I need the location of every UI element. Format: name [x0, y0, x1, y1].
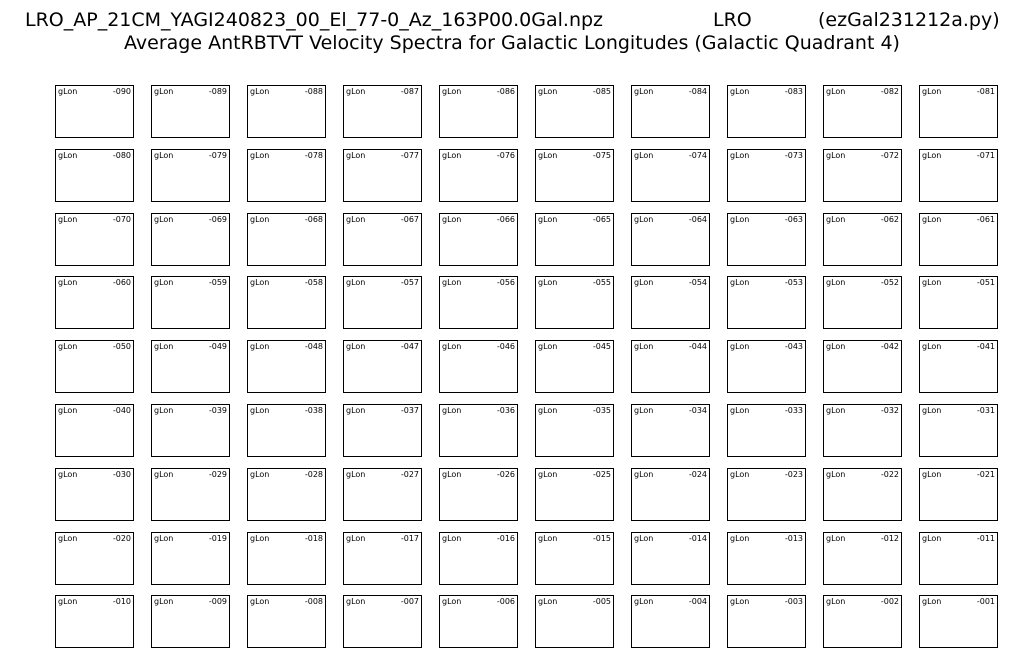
panel-longitude: -036: [496, 406, 515, 415]
spectrum-panel: [343, 213, 422, 266]
spectrum-panel: [919, 340, 998, 393]
panel-longitude: -085: [592, 87, 611, 96]
panel-label: gLon: [730, 534, 750, 543]
panel-label: gLon: [826, 534, 846, 543]
panel-longitude: -015: [592, 534, 611, 543]
panel-label: gLon: [634, 470, 654, 479]
panel-longitude: -063: [784, 215, 803, 224]
panel-label: gLon: [442, 597, 462, 606]
panel-label: gLon: [634, 342, 654, 351]
panel-longitude: -043: [784, 342, 803, 351]
panel-longitude: -005: [592, 597, 611, 606]
panel-label: gLon: [634, 87, 654, 96]
spectrum-panel: [151, 340, 230, 393]
spectrum-panel: [631, 276, 710, 329]
panel-longitude: -082: [880, 87, 899, 96]
panel-longitude: -031: [976, 406, 995, 415]
panel-label: gLon: [538, 151, 558, 160]
spectrum-panel: [919, 213, 998, 266]
panel-label: gLon: [826, 406, 846, 415]
panel-label: gLon: [922, 278, 942, 287]
panel-label: gLon: [538, 215, 558, 224]
panel-longitude: -014: [688, 534, 707, 543]
panel-label: gLon: [58, 406, 78, 415]
panel-label: gLon: [442, 342, 462, 351]
spectrum-panel: [247, 468, 326, 521]
panel-longitude: -049: [208, 342, 227, 351]
panel-label: gLon: [826, 278, 846, 287]
panel-longitude: -060: [112, 278, 131, 287]
panel-longitude: -086: [496, 87, 515, 96]
program-title: (ezGal231212a.py): [818, 9, 1000, 31]
panel-longitude: -016: [496, 534, 515, 543]
spectrum-panel: [727, 532, 806, 585]
panel-longitude: -033: [784, 406, 803, 415]
spectrum-panel: [151, 85, 230, 138]
spectrum-panel: [55, 149, 134, 202]
panel-label: gLon: [250, 151, 270, 160]
spectrum-panel: [55, 213, 134, 266]
spectrum-panel: [919, 276, 998, 329]
panel-label: gLon: [538, 406, 558, 415]
panel-longitude: -042: [880, 342, 899, 351]
spectrum-panel: [439, 468, 518, 521]
panel-longitude: -041: [976, 342, 995, 351]
panel-longitude: -017: [400, 534, 419, 543]
panel-label: gLon: [826, 597, 846, 606]
spectrum-panel: [535, 149, 614, 202]
panel-label: gLon: [826, 215, 846, 224]
panel-label: gLon: [346, 151, 366, 160]
panel-longitude: -019: [208, 534, 227, 543]
spectrum-panel: [55, 276, 134, 329]
panel-label: gLon: [58, 534, 78, 543]
panel-longitude: -054: [688, 278, 707, 287]
panel-label: gLon: [154, 278, 174, 287]
panel-longitude: -079: [208, 151, 227, 160]
panel-longitude: -040: [112, 406, 131, 415]
spectrum-panel: [247, 276, 326, 329]
panel-longitude: -008: [304, 597, 323, 606]
spectrum-panel: [727, 149, 806, 202]
spectrum-panel: [919, 149, 998, 202]
spectrum-panel: [535, 340, 614, 393]
panel-longitude: -088: [304, 87, 323, 96]
panel-longitude: -047: [400, 342, 419, 351]
panel-label: gLon: [538, 278, 558, 287]
spectrum-panel: [247, 213, 326, 266]
panel-longitude: -072: [880, 151, 899, 160]
panel-longitude: -010: [112, 597, 131, 606]
panel-longitude: -068: [304, 215, 323, 224]
panel-label: gLon: [922, 87, 942, 96]
spectrum-panel: [247, 340, 326, 393]
panel-label: gLon: [442, 534, 462, 543]
panel-label: gLon: [538, 470, 558, 479]
spectrum-panel: [727, 340, 806, 393]
panel-longitude: -032: [880, 406, 899, 415]
spectrum-panel: [439, 276, 518, 329]
panel-label: gLon: [730, 406, 750, 415]
panel-label: gLon: [442, 151, 462, 160]
spectrum-panel: [439, 404, 518, 457]
spectrum-panel: [55, 532, 134, 585]
spectrum-panel: [439, 340, 518, 393]
spectrum-panel: [919, 595, 998, 648]
panel-label: gLon: [346, 87, 366, 96]
panel-label: gLon: [538, 87, 558, 96]
panel-longitude: -022: [880, 470, 899, 479]
panel-label: gLon: [538, 342, 558, 351]
panel-longitude: -057: [400, 278, 419, 287]
spectrum-panel: [919, 85, 998, 138]
panel-longitude: -025: [592, 470, 611, 479]
spectrum-panel: [631, 340, 710, 393]
spectrum-panel: [823, 404, 902, 457]
panel-label: gLon: [154, 87, 174, 96]
panel-label: gLon: [154, 151, 174, 160]
panel-label: gLon: [58, 342, 78, 351]
panel-longitude: -064: [688, 215, 707, 224]
panel-longitude: -084: [688, 87, 707, 96]
panel-label: gLon: [730, 470, 750, 479]
chart-subtitle: Average AntRBTVT Velocity Spectra for Galactic Longitudes (Galactic Quadrant 4): [124, 32, 900, 54]
panel-longitude: -018: [304, 534, 323, 543]
spectrum-panel: [727, 468, 806, 521]
spectrum-panel: [439, 532, 518, 585]
panel-label: gLon: [346, 597, 366, 606]
panel-label: gLon: [250, 597, 270, 606]
panel-label: gLon: [634, 597, 654, 606]
spectrum-panel: [631, 468, 710, 521]
panel-label: gLon: [634, 406, 654, 415]
panel-label: gLon: [346, 278, 366, 287]
panel-longitude: -065: [592, 215, 611, 224]
panel-label: gLon: [922, 534, 942, 543]
panel-longitude: -058: [304, 278, 323, 287]
panel-label: gLon: [250, 278, 270, 287]
panel-label: gLon: [634, 215, 654, 224]
spectrum-panel: [727, 213, 806, 266]
panel-label: gLon: [922, 151, 942, 160]
panel-longitude: -076: [496, 151, 515, 160]
panel-label: gLon: [58, 597, 78, 606]
panel-label: gLon: [730, 597, 750, 606]
panel-label: gLon: [922, 597, 942, 606]
panel-longitude: -090: [112, 87, 131, 96]
spectrum-panel: [151, 595, 230, 648]
spectrum-panel: [727, 85, 806, 138]
panel-longitude: -067: [400, 215, 419, 224]
panel-longitude: -046: [496, 342, 515, 351]
panel-label: gLon: [154, 470, 174, 479]
panel-longitude: -044: [688, 342, 707, 351]
panel-longitude: -045: [592, 342, 611, 351]
panel-longitude: -078: [304, 151, 323, 160]
panel-longitude: -039: [208, 406, 227, 415]
panel-longitude: -007: [400, 597, 419, 606]
spectrum-panel: [247, 404, 326, 457]
panel-longitude: -038: [304, 406, 323, 415]
panel-longitude: -080: [112, 151, 131, 160]
panel-label: gLon: [442, 278, 462, 287]
panel-label: gLon: [922, 406, 942, 415]
panel-longitude: -004: [688, 597, 707, 606]
spectrum-panel: [55, 404, 134, 457]
spectrum-panel: [535, 276, 614, 329]
panel-longitude: -037: [400, 406, 419, 415]
panel-longitude: -089: [208, 87, 227, 96]
spectrum-panel: [727, 404, 806, 457]
panel-longitude: -083: [784, 87, 803, 96]
panel-label: gLon: [826, 151, 846, 160]
panel-label: gLon: [730, 342, 750, 351]
panel-label: gLon: [346, 470, 366, 479]
spectrum-panel: [823, 468, 902, 521]
spectrum-panel: [151, 532, 230, 585]
panel-longitude: -075: [592, 151, 611, 160]
spectrum-panel: [535, 595, 614, 648]
panel-label: gLon: [730, 278, 750, 287]
spectrum-panel: [343, 532, 422, 585]
panel-label: gLon: [922, 215, 942, 224]
spectrum-panel: [919, 468, 998, 521]
spectrum-panel: [823, 213, 902, 266]
panel-label: gLon: [250, 215, 270, 224]
spectrum-panel: [151, 213, 230, 266]
station-title: LRO: [713, 9, 752, 31]
spectrum-panel: [247, 595, 326, 648]
panel-longitude: -070: [112, 215, 131, 224]
panel-longitude: -055: [592, 278, 611, 287]
panel-longitude: -028: [304, 470, 323, 479]
spectrum-panel: [247, 532, 326, 585]
panel-longitude: -035: [592, 406, 611, 415]
panel-longitude: -051: [976, 278, 995, 287]
spectrum-panel: [343, 340, 422, 393]
spectrum-panel: [535, 213, 614, 266]
panel-longitude: -002: [880, 597, 899, 606]
panel-label: gLon: [634, 278, 654, 287]
panel-label: gLon: [442, 215, 462, 224]
panel-label: gLon: [826, 470, 846, 479]
spectrum-panel: [919, 532, 998, 585]
panel-label: gLon: [922, 470, 942, 479]
spectrum-panel: [151, 276, 230, 329]
panel-label: gLon: [730, 215, 750, 224]
panel-longitude: -074: [688, 151, 707, 160]
panel-longitude: -027: [400, 470, 419, 479]
spectrum-panel: [631, 532, 710, 585]
panel-longitude: -024: [688, 470, 707, 479]
panel-label: gLon: [826, 87, 846, 96]
panel-label: gLon: [442, 470, 462, 479]
spectrum-panel: [55, 340, 134, 393]
spectrum-panel: [823, 149, 902, 202]
panel-label: gLon: [730, 87, 750, 96]
spectrum-panel: [631, 85, 710, 138]
panel-label: gLon: [442, 406, 462, 415]
panel-label: gLon: [154, 215, 174, 224]
panel-longitude: -061: [976, 215, 995, 224]
spectrum-panel: [535, 468, 614, 521]
panel-longitude: -052: [880, 278, 899, 287]
panel-label: gLon: [346, 534, 366, 543]
panel-longitude: -012: [880, 534, 899, 543]
spectrum-panel: [439, 149, 518, 202]
panel-longitude: -071: [976, 151, 995, 160]
panel-label: gLon: [154, 534, 174, 543]
panel-longitude: -053: [784, 278, 803, 287]
panel-label: gLon: [634, 534, 654, 543]
panel-label: gLon: [58, 215, 78, 224]
spectrum-panel: [343, 595, 422, 648]
panel-longitude: -048: [304, 342, 323, 351]
spectrum-panel: [631, 213, 710, 266]
panel-longitude: -006: [496, 597, 515, 606]
panel-label: gLon: [442, 87, 462, 96]
spectrum-panel: [55, 595, 134, 648]
spectrum-panel: [535, 85, 614, 138]
panel-label: gLon: [154, 406, 174, 415]
panel-label: gLon: [730, 151, 750, 160]
panel-label: gLon: [58, 151, 78, 160]
panel-longitude: -001: [976, 597, 995, 606]
panel-longitude: -056: [496, 278, 515, 287]
spectrum-panel: [439, 595, 518, 648]
panel-longitude: -077: [400, 151, 419, 160]
panel-label: gLon: [250, 470, 270, 479]
spectrum-panel: [823, 276, 902, 329]
spectrum-panel: [55, 85, 134, 138]
panel-label: gLon: [538, 534, 558, 543]
file-name-title: LRO_AP_21CM_YAGI240823_00_El_77-0_Az_163P00.0Gal.npz: [25, 9, 604, 31]
panel-label: gLon: [346, 342, 366, 351]
spectrum-panel: [823, 340, 902, 393]
spectrum-panel: [823, 532, 902, 585]
spectrum-panel: [535, 404, 614, 457]
panel-label: gLon: [154, 342, 174, 351]
panel-longitude: -066: [496, 215, 515, 224]
panel-longitude: -021: [976, 470, 995, 479]
panel-label: gLon: [154, 597, 174, 606]
spectrum-panel: [823, 85, 902, 138]
spectrum-panel: [535, 532, 614, 585]
spectrum-panel: [151, 468, 230, 521]
panel-label: gLon: [58, 470, 78, 479]
panel-longitude: -013: [784, 534, 803, 543]
spectrum-panel: [631, 149, 710, 202]
spectrum-panel: [343, 276, 422, 329]
panel-longitude: -034: [688, 406, 707, 415]
spectrum-panel: [823, 595, 902, 648]
spectrum-panel: [919, 404, 998, 457]
panel-label: gLon: [346, 215, 366, 224]
panel-label: gLon: [922, 342, 942, 351]
panel-label: gLon: [346, 406, 366, 415]
spectrum-panel: [343, 468, 422, 521]
spectrum-panel: [727, 276, 806, 329]
panel-label: gLon: [250, 342, 270, 351]
spectrum-panel: [727, 595, 806, 648]
panel-label: gLon: [634, 151, 654, 160]
panel-longitude: -069: [208, 215, 227, 224]
panel-longitude: -020: [112, 534, 131, 543]
panel-label: gLon: [826, 342, 846, 351]
panel-longitude: -030: [112, 470, 131, 479]
panel-longitude: -059: [208, 278, 227, 287]
panel-longitude: -029: [208, 470, 227, 479]
panel-longitude: -087: [400, 87, 419, 96]
panel-longitude: -050: [112, 342, 131, 351]
spectrum-panel: [247, 149, 326, 202]
spectrum-panel: [343, 404, 422, 457]
panel-label: gLon: [250, 87, 270, 96]
spectrum-panel: [631, 595, 710, 648]
spectrum-panel: [151, 404, 230, 457]
spectrum-panel: [151, 149, 230, 202]
spectrum-panel: [343, 85, 422, 138]
panel-label: gLon: [538, 597, 558, 606]
spectrum-panel: [631, 404, 710, 457]
panel-longitude: -023: [784, 470, 803, 479]
panel-longitude: -009: [208, 597, 227, 606]
spectrum-panel: [247, 85, 326, 138]
panel-longitude: -026: [496, 470, 515, 479]
panel-longitude: -003: [784, 597, 803, 606]
spectrum-panel: [55, 468, 134, 521]
panel-longitude: -073: [784, 151, 803, 160]
panel-label: gLon: [58, 278, 78, 287]
panel-label: gLon: [250, 534, 270, 543]
spectrum-panel: [343, 149, 422, 202]
panel-label: gLon: [58, 87, 78, 96]
panel-longitude: -011: [976, 534, 995, 543]
spectrum-panel: [439, 213, 518, 266]
panel-label: gLon: [250, 406, 270, 415]
panel-longitude: -081: [976, 87, 995, 96]
panel-longitude: -062: [880, 215, 899, 224]
spectrum-panel: [439, 85, 518, 138]
